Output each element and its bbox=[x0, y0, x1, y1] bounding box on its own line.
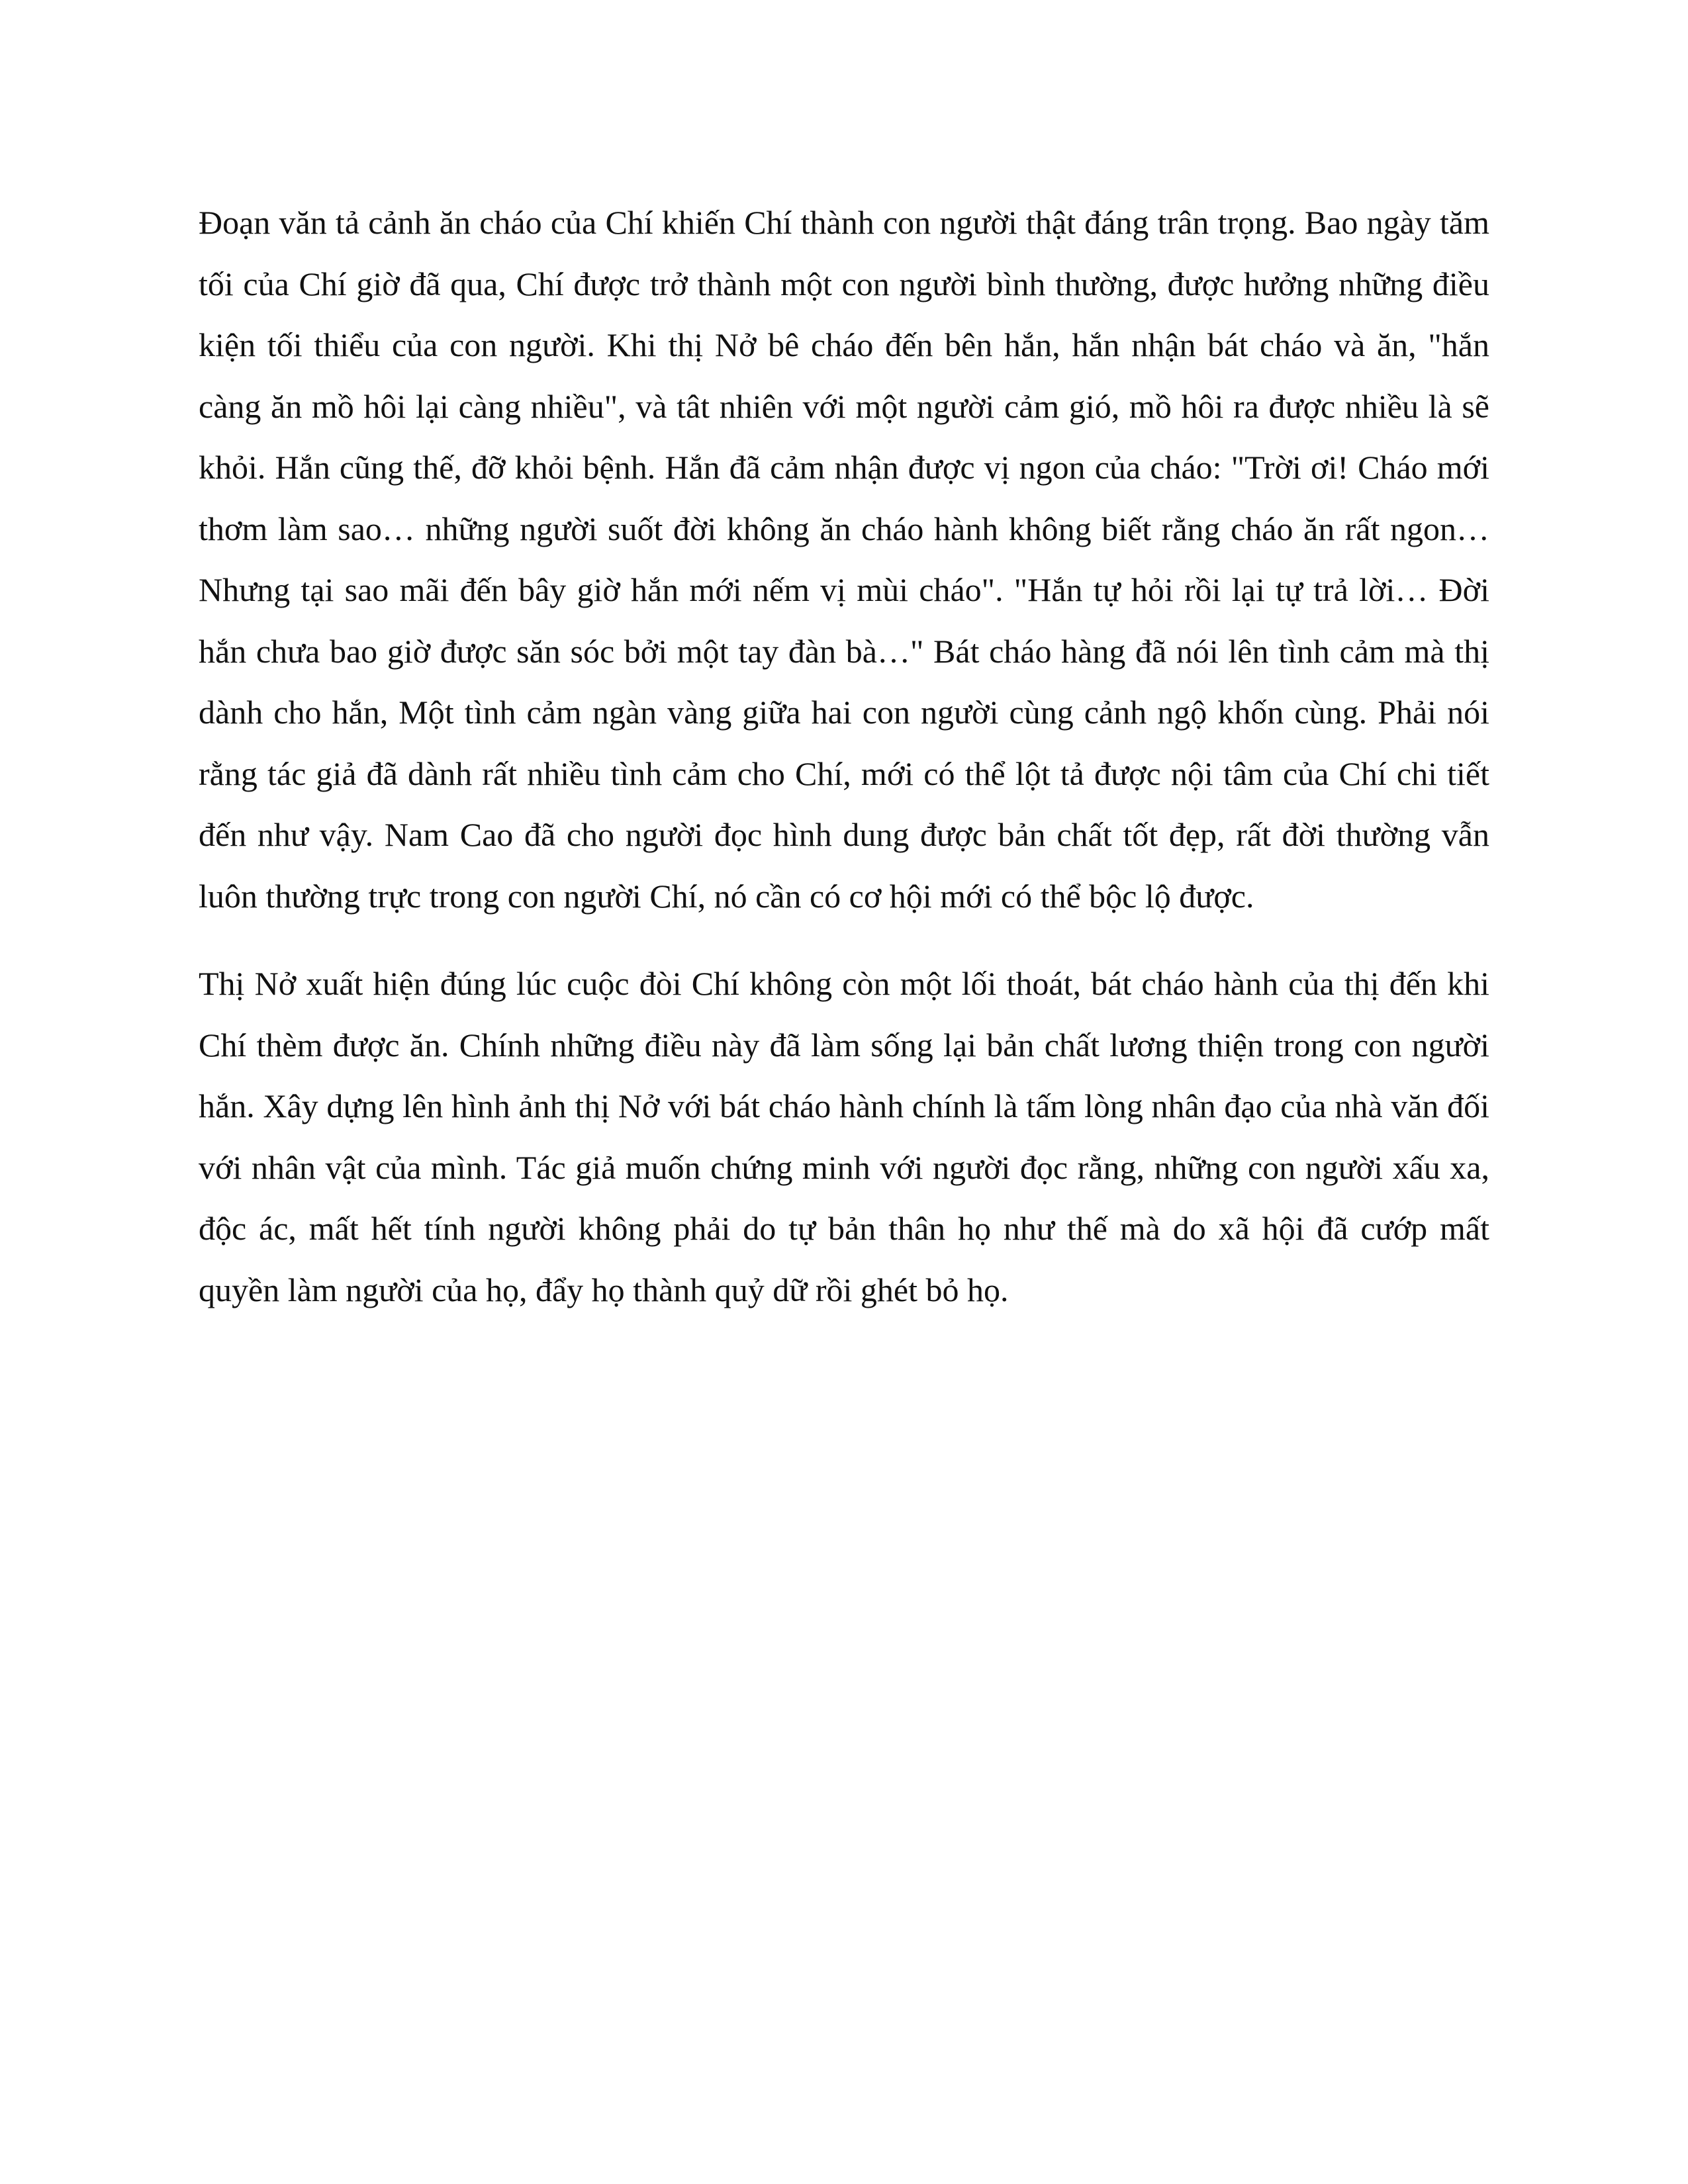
document-body bbox=[199, 192, 1489, 1320]
paragraph-thi-no: Thị Nở xuất hiện đúng lúc cuộc đòi Chí không còn một lối thoát, bát cháo hành của thị đến khi Chí thèm được ăn. Chính những điều này đã làm sống lại bản chất lương thiện trong con người hắn. Xây dựng lên hình ảnh thị Nở với bát cháo hành chính là tấm lòng nhân đạo của nhà văn đối với nhân vật của mình. Tác giả muốn chứng minh với người đọc rằng, những con người xấu xa, độc ác, mất hết tính người không phải do tự bản thân họ như thế mà do xã hội đã cướp mất quyền làm người của họ, đẩy họ thành quỷ dữ rồi ghét bỏ họ. bbox=[199, 965, 1489, 1308]
paragraph-chao-scene: Đoạn văn tả cảnh ăn cháo của Chí khiến Chí thành con người thật đáng trân trọng. Bao ngày tăm tối của Chí giờ đã qua, Chí được trở thành một con người bình thường, được hưởng những điều kiện tối thiểu của con người. Khi thị Nở bê cháo đến bên hắn, hắn nhận bát cháo và ăn, "hắn càng ăn mồ hôi lại càng nhiều", và tât nhiên với một người cảm gió, mồ hôi ra được nhiều là sẽ khỏi. Hắn cũng thế, đỡ khỏi bệnh. Hắn đã cảm nhận được vị ngon của cháo: "Trời ơi! Cháo mới thơm làm sao… những người suốt đời không ăn cháo hành không biết rằng cháo ăn rất ngon… Nhưng tại sao mãi đến bây giờ hắn mới nếm vị mùi cháo". "Hắn tự hỏi rồi lại tự trả lời… Đời hắn chưa bao giờ được săn sóc bởi một tay đàn bà…" Bát cháo hàng đã nói lên tình cảm mà thị dành cho hắn, Một tình cảm ngàn vàng giữa hai con người cùng cảnh ngộ khốn cùng. Phải nói rằng tác giả đã dành rất nhiều tình cảm cho Chí, mới có thể lột tả được nội tâm của Chí chi tiết đến như vậy. Nam Cao đã cho người đọc hình dung được bản chất tốt đẹp, rất đời thường vẫn luôn thường trực trong con người Chí, nó cần có cơ hội mới có thể bộc lộ được. bbox=[199, 204, 1489, 915]
